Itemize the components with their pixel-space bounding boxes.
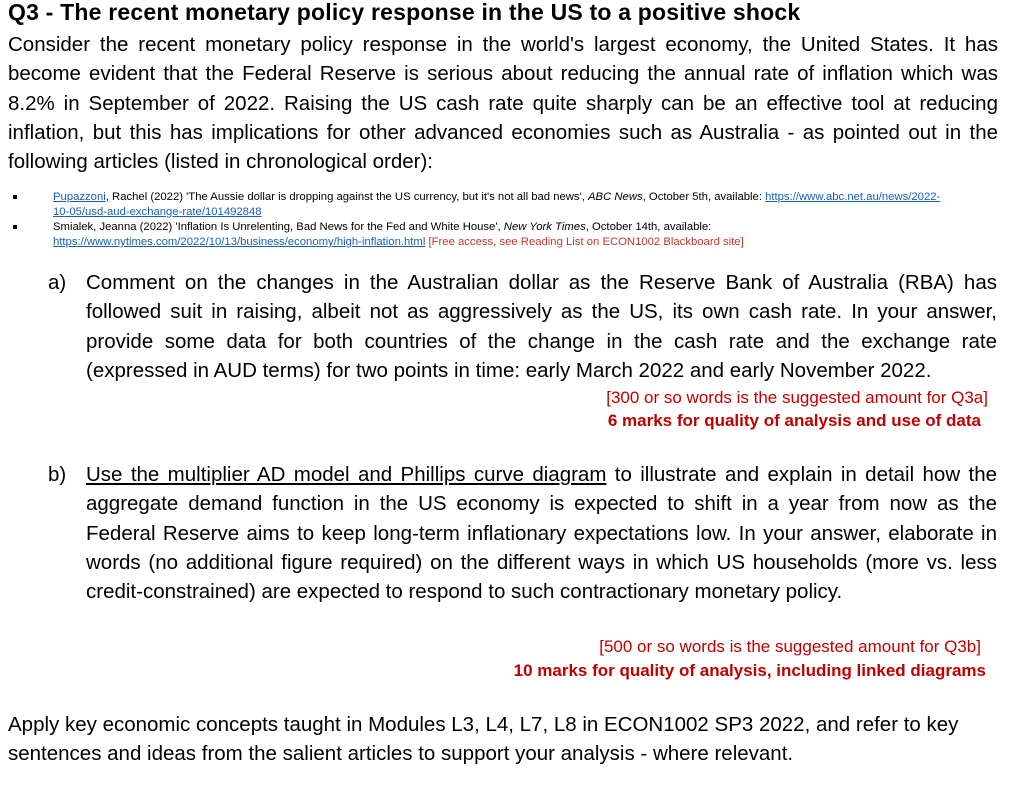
source-name: New York Times [503, 221, 586, 233]
article-link[interactable]: https://www.nytimes.com/2022/10/13/business/economy/high-inflation.html [53, 236, 426, 248]
question-a-letter: a) [48, 271, 67, 294]
question-b-word-count: [500 or so words is the suggested amount for Q3b] [599, 637, 981, 656]
question-a-text: Comment on the changes in the Australian dollar as the Reserve Bank of Australia (RBA) has followed suit in raising, albeit not as aggressively as the US, its own cash rate. In your answer, provide some data for both countries of the change in the cash rate and the exchange rate (expressed in AUD terms) for two points in time: early March 2022 and early November 2022. [86, 271, 997, 382]
article-link-continued[interactable]: 10-05/usd-aud-exchange-rate/101492848 [53, 206, 262, 218]
bullet-icon [13, 225, 17, 229]
intro-paragraph: Consider the recent monetary policy response in the world's largest economy, the United States. It has become evident that the Federal Reserve is serious about reducing the annual rate of inflation which was 8.2% in September of 2022. Raising the US cash rate quite sharply can be an effective tool at reducing inflation, but this has implications for other advanced economies such as Australia - as pointed out in the following articles (listed in chronological order): [8, 33, 998, 174]
closing-paragraph: Apply key economic concepts taught in Modules L3, L4, L7, L8 in ECON1002 SP3 2022, and refer to key sentences and ideas from the salient articles to support your analysis - where relevant. [8, 713, 959, 766]
question-b-letter: b) [48, 463, 67, 486]
author-link[interactable]: Pupazzoni [53, 191, 106, 203]
article-link[interactable]: https://www.abc.net.au/news/2022- [765, 191, 941, 203]
document-page: Q3 - The recent monetary policy response in the US to a positive shock Consider the recent monetary policy response in the world's largest economy, the United States. It has become evident that the Federal Reserve is serious about reducing the annual rate of inflation which was 8.2% in September of 2022. Raising the US cash rate quite sharply can be an effective tool at reducing inflation, but this has implications for other advanced economies such as Australia - as pointed out in the following articles (listed in chronological order): Pupazzoni, Rachel (2022) 'The Aussie dollar is dropping against the US currency, but it's not all bad news', ABC News, October 5th, available: https://www.abc.net.au/news/2022- 10-05/usd-aud-exchange-rate/101492848 Smialek, Jeanna (2022) 'Inflation Is Unrelenting, Bad News for the Fed and White House', New York Times, October 14th, available: https://www.nytimes.com/2022/10/13/business/economy/high-inflation.html [Free access, see Reading List on ECON1002 Blackboard site] a) Comment on the changes in the Australian dollar as the Reserve Bank of Australia (RBA) has followed suit in raising, albeit not as aggressively as the US, its own cash rate. In your answer, provide some data for both countries of the change in the cash rate and the exchange rate (expressed in AUD terms) for two points in time: early March 2022 and early November 2022. [300 or so words is the suggested amount for Q3a] 6 marks for quality of analysis and use of data b) Use the multiplier AD model and Phillips curve diagram to illustrate and explain in detail how the aggregate demand function in the US economy is expected to shift in a year from now as the Federal Reserve aims to keep long-term inflationary expectations low. In your answer, elaborate in words (no additional figure required) on the different ways in which US households (more vs. less credit-constrained) are expected to respond to such contractionary monetary policy. [500 or so words is the suggested amount for Q3b] 10 marks for quality of analysis, including linked diagrams Apply key economic concepts taught in Modules L3, L4, L7, L8 in ECON1002 SP3 2022, and refer to key sentences and ideas from the salient articles to support your analysis - where relevant. [0, 0, 1035, 796]
question-b-marks: 10 marks for quality of analysis, including linked diagrams [513, 661, 986, 680]
question-a-marks: 6 marks for quality of analysis and use of data [607, 411, 981, 430]
source-name: ABC News [588, 191, 643, 203]
question-b-underlined: Use the multiplier AD model and Phillips curve diagram [86, 463, 607, 486]
question-a-word-count: [300 or so words is the suggested amount for Q3a] [606, 388, 988, 407]
access-note: [Free access, see Reading List on ECON1002 Blackboard site] [428, 236, 744, 248]
question-title: Q3 - The recent monetary policy response in the US to a positive shock [8, 0, 801, 25]
question-b-text: Use the multiplier AD model and Phillips curve diagram to illustrate and explain in detail how the aggregate demand function in the US economy is expected to shift in a year from now as the Federal Reserve aims to keep long-term inflationary expectations low. In your answer, elaborate in words (no additional figure required) on the different ways in which US households (more vs. less credit-constrained) are expected to respond to such contractionary monetary policy. [86, 463, 998, 604]
bullet-icon [13, 195, 17, 199]
